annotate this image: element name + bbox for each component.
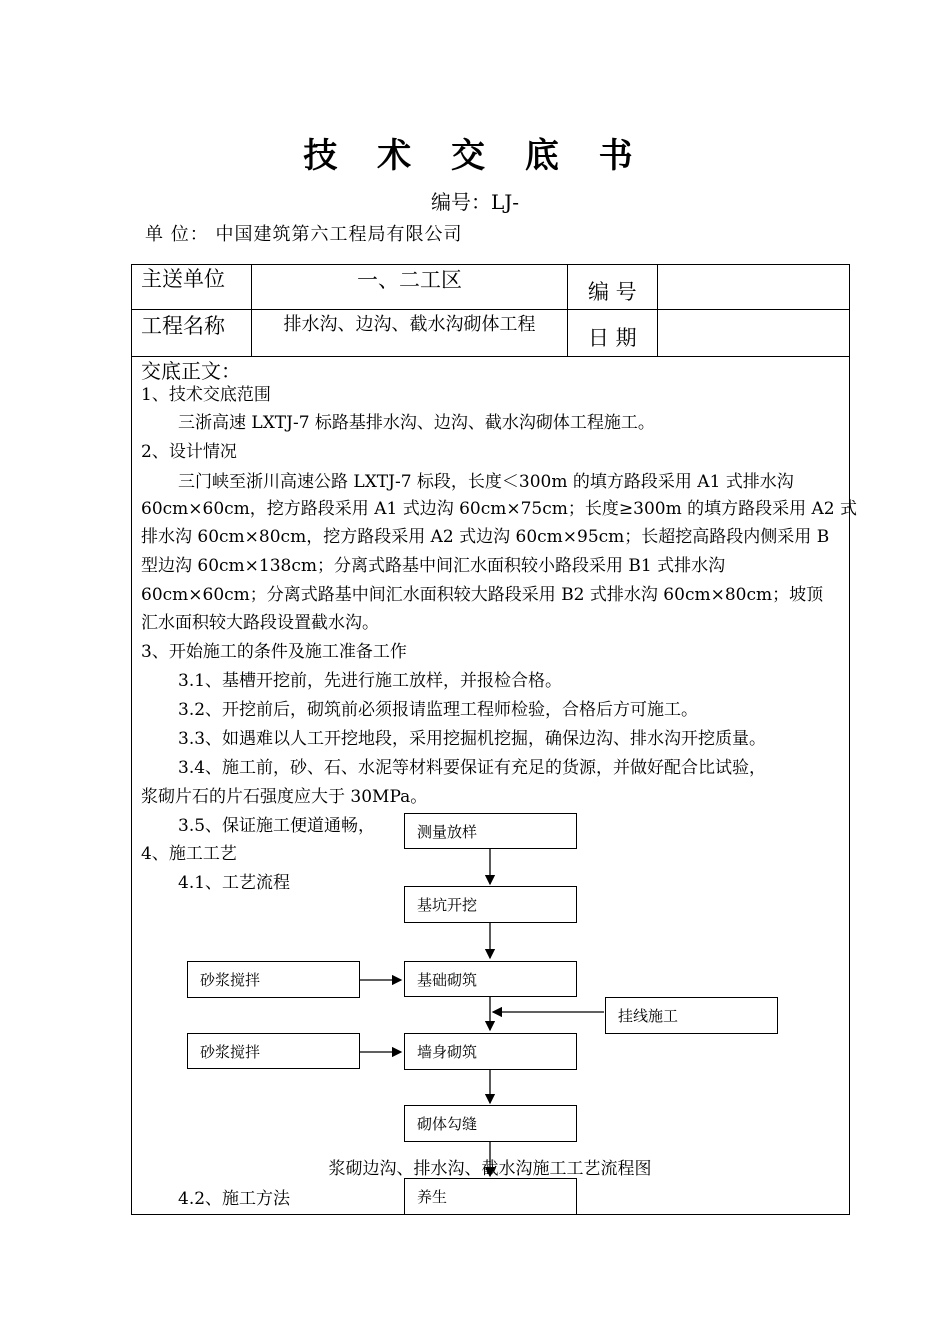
date-label: 日 期 [588, 326, 637, 350]
flow-step-foundation: 基础砌筑 [404, 961, 577, 997]
section-1-heading: 1、技术交底范围 [141, 385, 271, 405]
section-4-2-heading: 4.2、施工方法 [178, 1189, 291, 1209]
flow-side-mortar-1: 砂浆搅拌 [187, 961, 360, 998]
paragraph-line: 3.3、如遇难以人工开挖地段，采用挖掘机挖掘，确保边沟、排水沟开挖质量。 [178, 729, 767, 749]
flow-step-curing: 养生 [404, 1178, 577, 1215]
section-2-heading: 2、设计情况 [141, 442, 237, 462]
paragraph-line: 排水沟 60cm×80cm，挖方路段采用 A2 式边沟 60cm×95cm；长超挖高路段内侧采用 B [141, 527, 830, 547]
paragraph-line: 浆砌片石的片石强度应大于 30MPa。 [141, 787, 428, 807]
paragraph-line: 3.5、保证施工便道通畅， [178, 816, 376, 836]
paragraph-line: 3.4、施工前，砂、石、水泥等材料要保证有充足的货源，并做好配合比试验， [178, 758, 767, 778]
number-label: 编 号 [588, 280, 637, 304]
unit-line: 单 位： 中国建筑第六工程局有限公司 [145, 224, 463, 245]
sender-value: 一、二工区 [357, 268, 462, 292]
flow-side-hang-line: 挂线施工 [605, 997, 778, 1034]
document-number: 编号：LJ- [430, 190, 520, 214]
paragraph-line: 三浙高速 LXTJ-7 标路基排水沟、边沟、截水沟砌体工程施工。 [178, 413, 655, 433]
paragraph-line: 型边沟 60cm×138cm；分离式路基中间汇水面积较小路段采用 B1 式排水沟 [141, 556, 726, 576]
section-4-heading: 4、施工工艺 [141, 844, 237, 864]
flow-step-pointing: 砌体勾缝 [404, 1105, 577, 1142]
flow-step-excavation: 基坑开挖 [404, 886, 577, 923]
flow-step-wall: 墙身砌筑 [404, 1033, 577, 1070]
body-heading: 交底正文： [141, 359, 241, 383]
paragraph-line: 三门峡至浙川高速公路 LXTJ-7 标段，长度＜300m 的填方路段采用 A1 式排水沟 [178, 472, 794, 492]
document-title: 技 术 交 底 书 [303, 136, 647, 176]
paragraph-line: 60cm×60cm，挖方路段采用 A1 式边沟 60cm×75cm；长度≥300m 的填方路段采用 A2 式 [141, 499, 857, 519]
paragraph-line: 4.1、工艺流程 [178, 873, 291, 893]
section-3-heading: 3、开始施工的条件及施工准备工作 [141, 642, 407, 662]
flowchart-caption: 浆砌边沟、排水沟、截水沟施工工艺流程图 [328, 1159, 652, 1179]
paragraph-line: 3.1、基槽开挖前，先进行施工放样，并报检合格。 [178, 671, 563, 691]
paragraph-line: 汇水面积较大路段设置截水沟。 [141, 613, 379, 633]
project-label: 工程名称 [141, 314, 225, 338]
paragraph-line: 60cm×60cm；分离式路基中间汇水面积较大路段采用 B2 式排水沟 60cm×80cm；坡顶 [141, 585, 824, 605]
paragraph-line: 3.2、开挖前后，砌筑前必须报请监理工程师检验，合格后方可施工。 [178, 700, 699, 720]
project-value: 排水沟、边沟、截水沟砌体工程 [283, 314, 536, 335]
flow-side-mortar-2: 砂浆搅拌 [187, 1033, 360, 1069]
flow-step-survey: 测量放样 [404, 813, 577, 849]
sender-label: 主送单位 [141, 267, 225, 291]
